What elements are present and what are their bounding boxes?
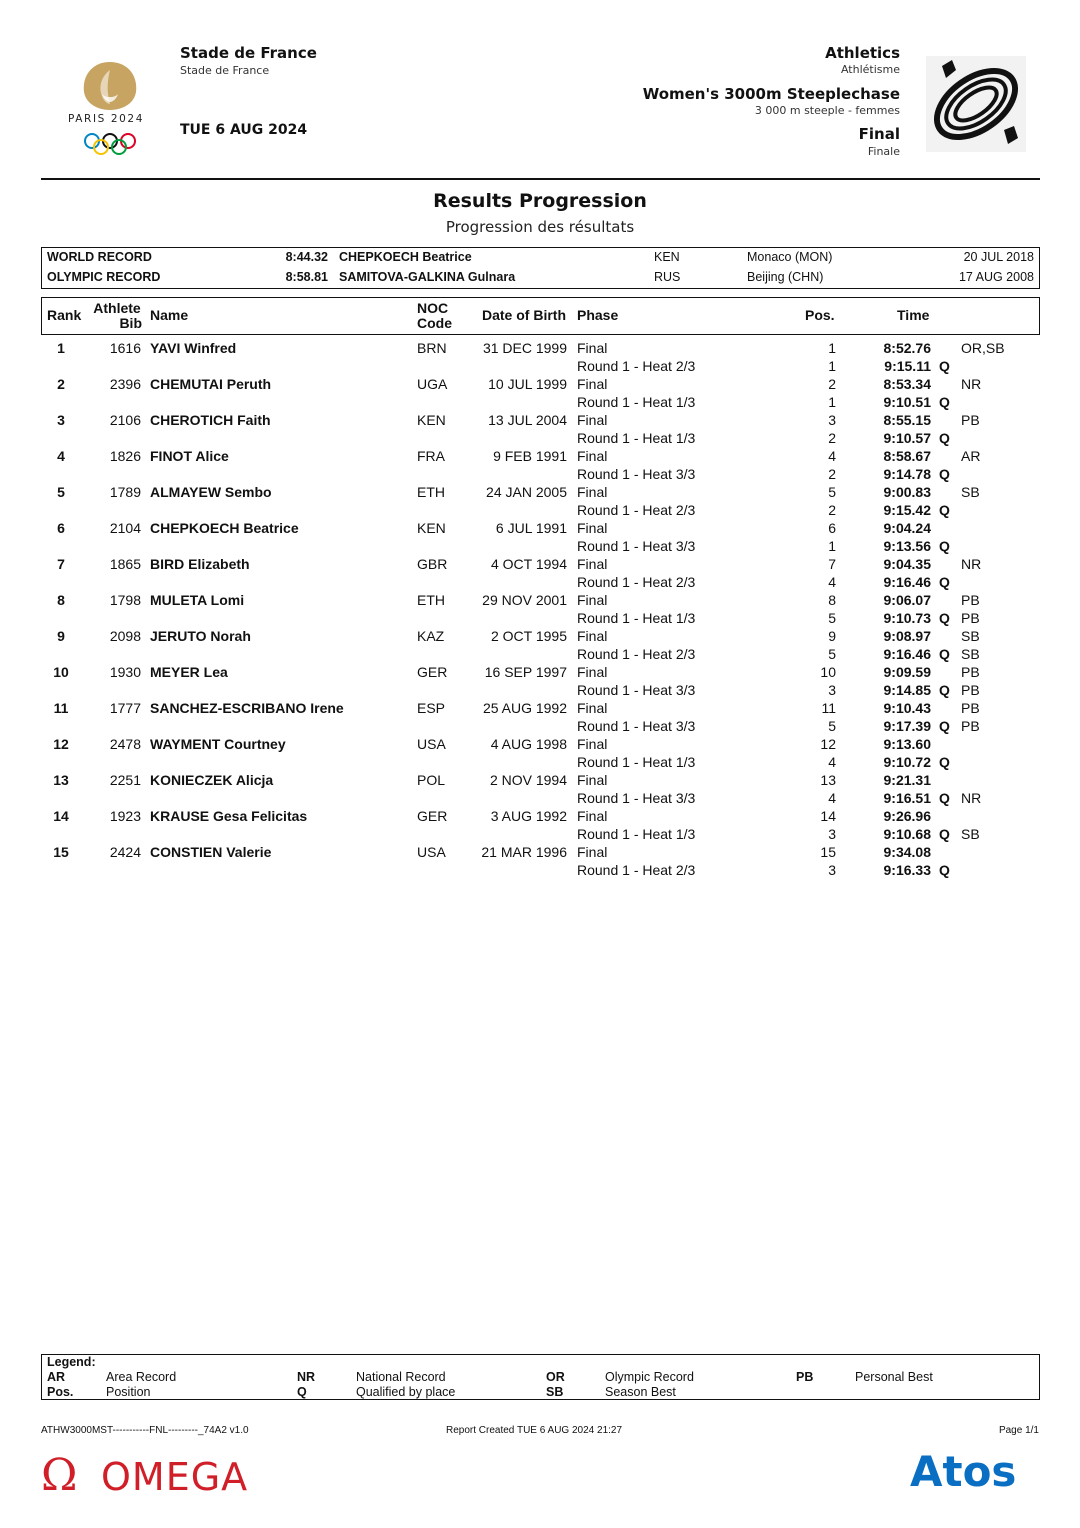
position: 6 xyxy=(828,520,836,536)
position: 5 xyxy=(828,484,836,500)
record-mark: AR xyxy=(961,448,981,464)
date-of-birth: 3 AUG 1992 xyxy=(490,808,567,824)
phase: Round 1 - Heat 3/3 xyxy=(577,718,696,734)
record-label: OLYMPIC RECORD xyxy=(47,270,161,284)
record-holder: SAMITOVA-GALKINA Gulnara xyxy=(339,270,516,284)
position: 2 xyxy=(828,502,836,518)
qualification-mark: Q xyxy=(939,574,950,590)
athlete-row xyxy=(41,627,1040,663)
record-time: 8:44.32 xyxy=(285,250,328,264)
noc-code: GBR xyxy=(417,556,448,572)
position: 4 xyxy=(828,448,836,464)
position: 12 xyxy=(820,736,836,752)
date-of-birth: 4 AUG 1998 xyxy=(490,736,567,752)
rank: 7 xyxy=(57,556,65,572)
result-time: 9:15.11 xyxy=(884,358,931,374)
position: 7 xyxy=(828,556,836,572)
phase: Round 1 - Heat 2/3 xyxy=(577,646,696,662)
noc-code: USA xyxy=(417,844,446,860)
phase: Final xyxy=(577,556,608,572)
omega-logo xyxy=(41,1450,281,1498)
result-time: 9:16.51 xyxy=(883,790,931,806)
date-of-birth: 24 JAN 2005 xyxy=(486,484,567,500)
record-date: 20 JUL 2018 xyxy=(963,250,1034,264)
bib: 1777 xyxy=(109,700,141,716)
record-mark: NR xyxy=(961,376,982,392)
athlete-row xyxy=(41,699,1040,735)
position: 4 xyxy=(828,790,836,806)
legend-code: AR xyxy=(47,1370,66,1384)
result-time: 9:21.31 xyxy=(883,772,931,788)
record-mark: SB xyxy=(961,484,980,500)
athlete-name: WAYMENT Courtney xyxy=(150,736,286,752)
rank: 13 xyxy=(53,772,69,788)
results-table-body xyxy=(41,339,1040,879)
atos-wordmark: Atos xyxy=(910,1447,1017,1496)
document-code: ATHW3000MST-----------FNL---------_74A2 v1.0 xyxy=(41,1425,249,1436)
record-holder: CHEPKOECH Beatrice xyxy=(339,250,472,264)
date-of-birth: 13 JUL 2004 xyxy=(488,412,567,428)
position: 3 xyxy=(828,826,836,842)
rank: 9 xyxy=(57,628,65,644)
bib: 2478 xyxy=(109,736,141,752)
result-time: 9:16.46 xyxy=(883,574,931,590)
athlete-name: MEYER Lea xyxy=(150,664,228,680)
position: 5 xyxy=(828,718,836,734)
rank: 8 xyxy=(57,592,65,608)
record-noc: KEN xyxy=(654,250,680,264)
legend-label: Area Record xyxy=(106,1370,177,1384)
athlete-name: FINOT Alice xyxy=(150,448,229,464)
legend-code: OR xyxy=(546,1370,565,1384)
position: 14 xyxy=(820,808,836,824)
legend-title: Legend: xyxy=(47,1355,96,1369)
result-time: 9:14.85 xyxy=(883,682,931,698)
noc-code: KAZ xyxy=(417,628,445,644)
phase: Round 1 - Heat 3/3 xyxy=(577,790,696,806)
position: 3 xyxy=(828,682,836,698)
report-created: Report Created TUE 6 AUG 2024 21:27 xyxy=(446,1425,623,1436)
result-time: 9:34.08 xyxy=(883,844,931,860)
position: 5 xyxy=(828,610,836,626)
omega-wordmark: OMEGA xyxy=(101,1455,249,1498)
athlete-row xyxy=(41,591,1040,627)
olympic-record-row xyxy=(42,268,1039,288)
svg-text:Ω: Ω xyxy=(41,1450,78,1498)
world-record-row xyxy=(42,248,1039,268)
rank: 10 xyxy=(53,664,69,680)
venue-name-fr: Stade de France xyxy=(180,64,270,77)
athlete-row xyxy=(41,447,1040,483)
event-phase-fr: Finale xyxy=(867,145,900,158)
sport-name: Athletics xyxy=(825,44,900,62)
date-of-birth: 31 DEC 1999 xyxy=(482,340,567,356)
result-time: 9:14.78 xyxy=(883,466,931,482)
phase: Final xyxy=(577,700,608,716)
phase: Round 1 - Heat 3/3 xyxy=(577,682,696,698)
result-time: 9:09.59 xyxy=(883,664,931,680)
athletics-pictogram-icon xyxy=(926,56,1026,152)
result-time: 9:10.43 xyxy=(883,700,931,716)
col-name: Name xyxy=(150,307,189,323)
bib: 1923 xyxy=(109,808,141,824)
result-time: 9:17.39 xyxy=(883,718,931,734)
result-time: 9:10.51 xyxy=(883,394,931,410)
position: 3 xyxy=(828,862,836,878)
phase: Final xyxy=(577,484,608,500)
phase: Final xyxy=(577,520,608,536)
phase: Final xyxy=(577,772,608,788)
date-of-birth: 21 MAR 1996 xyxy=(481,844,567,860)
bib: 1616 xyxy=(109,340,141,356)
rank: 3 xyxy=(57,412,65,428)
rank: 5 xyxy=(57,484,65,500)
legend-code: SB xyxy=(546,1385,564,1399)
qualification-mark: Q xyxy=(939,358,950,374)
qualification-mark: Q xyxy=(939,466,950,482)
position: 1 xyxy=(828,358,836,374)
noc-code: GER xyxy=(417,664,448,680)
result-time: 9:16.33 xyxy=(883,862,931,878)
record-time: 8:58.81 xyxy=(285,270,328,284)
result-time: 9:10.73 xyxy=(883,610,931,626)
phase: Final xyxy=(577,736,608,752)
col-phase: Phase xyxy=(577,307,619,323)
athlete-name: CHEMUTAI Peruth xyxy=(150,376,272,392)
noc-code: ETH xyxy=(417,484,445,500)
position: 9 xyxy=(828,628,836,644)
col-bib-line1: Athlete xyxy=(93,300,141,316)
result-time: 9:10.72 xyxy=(883,754,931,770)
position: 2 xyxy=(828,376,836,392)
header-divider xyxy=(41,178,1040,180)
position: 15 xyxy=(820,844,836,860)
date-of-birth: 6 JUL 1991 xyxy=(495,520,567,536)
athlete-row xyxy=(41,807,1040,843)
phase: Round 1 - Heat 1/3 xyxy=(577,610,696,626)
athlete-row xyxy=(41,339,1040,375)
phase: Round 1 - Heat 2/3 xyxy=(577,502,696,518)
phase: Final xyxy=(577,628,608,644)
result-time: 9:10.57 xyxy=(883,430,931,446)
rank: 11 xyxy=(53,700,69,716)
phase: Round 1 - Heat 3/3 xyxy=(577,466,696,482)
record-mark: PB xyxy=(961,610,980,626)
results-table-header xyxy=(41,297,1040,335)
noc-code: FRA xyxy=(417,448,445,464)
athlete-row xyxy=(41,483,1040,519)
record-mark: NR xyxy=(961,556,982,572)
noc-code: ESP xyxy=(417,700,446,716)
noc-code: BRN xyxy=(417,340,447,356)
legend-box xyxy=(41,1354,1040,1400)
phase: Final xyxy=(577,376,608,392)
position: 10 xyxy=(820,664,836,680)
rank: 6 xyxy=(57,520,65,536)
athlete-name: KRAUSE Gesa Felicitas xyxy=(150,808,308,824)
date-of-birth: 2 NOV 1994 xyxy=(489,772,567,788)
position: 3 xyxy=(828,412,836,428)
record-venue: Monaco (MON) xyxy=(747,250,833,264)
position: 1 xyxy=(828,394,836,410)
position: 8 xyxy=(828,592,836,608)
qualification-mark: Q xyxy=(939,430,950,446)
col-noc-line2: Code xyxy=(417,315,452,331)
result-time: 9:10.68 xyxy=(883,826,931,842)
rank: 2 xyxy=(57,376,65,392)
record-mark: SB xyxy=(961,628,980,644)
col-pos: Pos. xyxy=(805,307,835,323)
rank: 12 xyxy=(53,736,69,752)
legend-label: Olympic Record xyxy=(605,1370,694,1384)
legend-label: Personal Best xyxy=(855,1370,933,1384)
sport-name-fr: Athlétisme xyxy=(840,63,900,76)
bib: 2104 xyxy=(109,520,141,536)
result-time: 8:53.34 xyxy=(883,376,931,392)
record-mark: SB xyxy=(961,826,980,842)
noc-code: UGA xyxy=(417,376,448,392)
record-mark: PB xyxy=(961,700,980,716)
record-mark: SB xyxy=(961,646,980,662)
phase: Final xyxy=(577,448,608,464)
logo-wordmark: PARIS 2024 xyxy=(68,113,144,125)
record-venue: Beijing (CHN) xyxy=(747,270,824,284)
record-mark: PB xyxy=(961,592,980,608)
athlete-name: SANCHEZ-ESCRIBANO Irene xyxy=(150,700,344,716)
legend-label: National Record xyxy=(356,1370,446,1384)
record-mark: PB xyxy=(961,664,980,680)
bib: 1930 xyxy=(109,664,141,680)
athlete-name: JERUTO Norah xyxy=(150,628,251,644)
noc-code: KEN xyxy=(417,520,446,536)
phase: Final xyxy=(577,340,608,356)
document-title: Results Progression xyxy=(433,190,647,212)
qualification-mark: Q xyxy=(939,610,950,626)
noc-code: GER xyxy=(417,808,448,824)
legend-code: Q xyxy=(297,1385,307,1399)
result-time: 8:58.67 xyxy=(883,448,931,464)
legend-label: Position xyxy=(106,1385,151,1399)
record-date: 17 AUG 2008 xyxy=(958,270,1034,284)
result-time: 9:06.07 xyxy=(883,592,931,608)
rank: 15 xyxy=(53,844,69,860)
result-time: 9:04.35 xyxy=(883,556,931,572)
athlete-name: ALMAYEW Sembo xyxy=(150,484,272,500)
position: 2 xyxy=(828,466,836,482)
legend-code: PB xyxy=(796,1370,814,1384)
record-mark: PB xyxy=(961,682,980,698)
col-dob: Date of Birth xyxy=(482,307,566,323)
result-time: 9:04.24 xyxy=(883,520,931,536)
athlete-row xyxy=(41,375,1040,411)
athlete-row xyxy=(41,555,1040,591)
result-time: 9:15.42 xyxy=(883,502,931,518)
venue-name: Stade de France xyxy=(180,44,317,62)
event-date: TUE 6 AUG 2024 xyxy=(180,122,308,138)
record-mark: PB xyxy=(961,718,980,734)
record-mark: OR,SB xyxy=(961,340,1005,356)
phase: Final xyxy=(577,844,608,860)
qualification-mark: Q xyxy=(939,502,950,518)
event-name: Women's 3000m Steeplechase xyxy=(642,85,900,103)
qualification-mark: Q xyxy=(939,790,950,806)
col-bib-line2: Bib xyxy=(119,315,142,331)
position: 5 xyxy=(828,646,836,662)
athlete-name: BIRD Elizabeth xyxy=(150,556,250,572)
athlete-row xyxy=(41,519,1040,555)
phase: Round 1 - Heat 1/3 xyxy=(577,430,696,446)
athlete-name: CHEPKOECH Beatrice xyxy=(150,520,299,536)
qualification-mark: Q xyxy=(939,646,950,662)
legend-label: Season Best xyxy=(605,1385,676,1399)
date-of-birth: 4 OCT 1994 xyxy=(490,556,567,572)
result-time: 9:13.60 xyxy=(883,736,931,752)
athlete-name: YAVI Winfred xyxy=(150,340,237,356)
rank: 4 xyxy=(57,448,65,464)
paris-2024-logo xyxy=(62,56,158,160)
col-rank: Rank xyxy=(47,307,82,323)
document-title-fr: Progression des résultats xyxy=(445,218,635,236)
bib: 2098 xyxy=(109,628,141,644)
record-mark: NR xyxy=(961,790,982,806)
bib: 1798 xyxy=(109,592,141,608)
qualification-mark: Q xyxy=(939,538,950,554)
result-time: 9:13.56 xyxy=(883,538,931,554)
date-of-birth: 25 AUG 1992 xyxy=(482,700,567,716)
phase: Round 1 - Heat 2/3 xyxy=(577,574,696,590)
record-label: WORLD RECORD xyxy=(47,250,152,264)
athlete-row xyxy=(41,411,1040,447)
athlete-row xyxy=(41,771,1040,807)
event-phase: Final xyxy=(858,125,900,143)
phase: Round 1 - Heat 1/3 xyxy=(577,754,696,770)
date-of-birth: 9 FEB 1991 xyxy=(493,448,567,464)
qualification-mark: Q xyxy=(939,754,950,770)
result-time: 9:00.83 xyxy=(883,484,931,500)
position: 13 xyxy=(820,772,836,788)
phase: Round 1 - Heat 3/3 xyxy=(577,538,696,554)
athlete-row xyxy=(41,663,1040,699)
legend-label: Qualified by place xyxy=(356,1385,456,1399)
col-time: Time xyxy=(897,307,930,323)
noc-code: POL xyxy=(417,772,446,788)
athlete-name: MULETA Lomi xyxy=(150,592,245,608)
phase: Final xyxy=(577,664,608,680)
qualification-mark: Q xyxy=(939,826,950,842)
qualification-mark: Q xyxy=(939,718,950,734)
legend-code: NR xyxy=(297,1370,316,1384)
noc-code: ETH xyxy=(417,592,445,608)
phase: Final xyxy=(577,808,608,824)
qualification-mark: Q xyxy=(939,862,950,878)
bib: 1826 xyxy=(109,448,141,464)
phase: Round 1 - Heat 1/3 xyxy=(577,826,696,842)
phase: Final xyxy=(577,592,608,608)
position: 4 xyxy=(828,574,836,590)
bib: 1789 xyxy=(109,484,141,500)
qualification-mark: Q xyxy=(939,394,950,410)
noc-code: KEN xyxy=(417,412,446,428)
position: 11 xyxy=(821,700,836,716)
event-name-fr: 3 000 m steeple - femmes xyxy=(754,104,900,117)
atos-logo xyxy=(910,1446,1044,1496)
athlete-row xyxy=(41,843,1040,879)
phase: Final xyxy=(577,412,608,428)
bib: 1865 xyxy=(109,556,141,572)
athlete-name: CONSTIEN Valerie xyxy=(150,844,272,860)
result-time: 9:26.96 xyxy=(883,808,931,824)
phase: Round 1 - Heat 2/3 xyxy=(577,862,696,878)
result-time: 9:16.46 xyxy=(883,646,931,662)
bib: 2424 xyxy=(109,844,141,860)
records-box xyxy=(41,247,1040,289)
rank: 1 xyxy=(57,340,65,356)
date-of-birth: 16 SEP 1997 xyxy=(484,664,567,680)
position: 1 xyxy=(828,340,836,356)
rank: 14 xyxy=(53,808,69,824)
bib: 2106 xyxy=(109,412,141,428)
athlete-name: KONIECZEK Alicja xyxy=(150,772,274,788)
date-of-birth: 2 OCT 1995 xyxy=(490,628,567,644)
position: 1 xyxy=(828,538,836,554)
phase: Round 1 - Heat 1/3 xyxy=(577,394,696,410)
page-number: Page 1/1 xyxy=(998,1425,1039,1436)
date-of-birth: 29 NOV 2001 xyxy=(482,592,567,608)
result-time: 9:08.97 xyxy=(883,628,931,644)
athlete-row xyxy=(41,735,1040,771)
bib: 2396 xyxy=(109,376,141,392)
athlete-name: CHEROTICH Faith xyxy=(150,412,271,428)
position: 4 xyxy=(828,754,836,770)
position: 2 xyxy=(828,430,836,446)
col-noc-line1: NOC xyxy=(417,300,449,316)
record-noc: RUS xyxy=(654,270,681,284)
noc-code: USA xyxy=(417,736,446,752)
date-of-birth: 10 JUL 1999 xyxy=(488,376,567,392)
legend-code: Pos. xyxy=(47,1385,74,1399)
bib: 2251 xyxy=(109,772,141,788)
qualification-mark: Q xyxy=(939,682,950,698)
record-mark: PB xyxy=(961,412,980,428)
phase: Round 1 - Heat 2/3 xyxy=(577,358,696,374)
result-time: 8:55.15 xyxy=(883,412,931,428)
result-time: 8:52.76 xyxy=(883,340,931,356)
